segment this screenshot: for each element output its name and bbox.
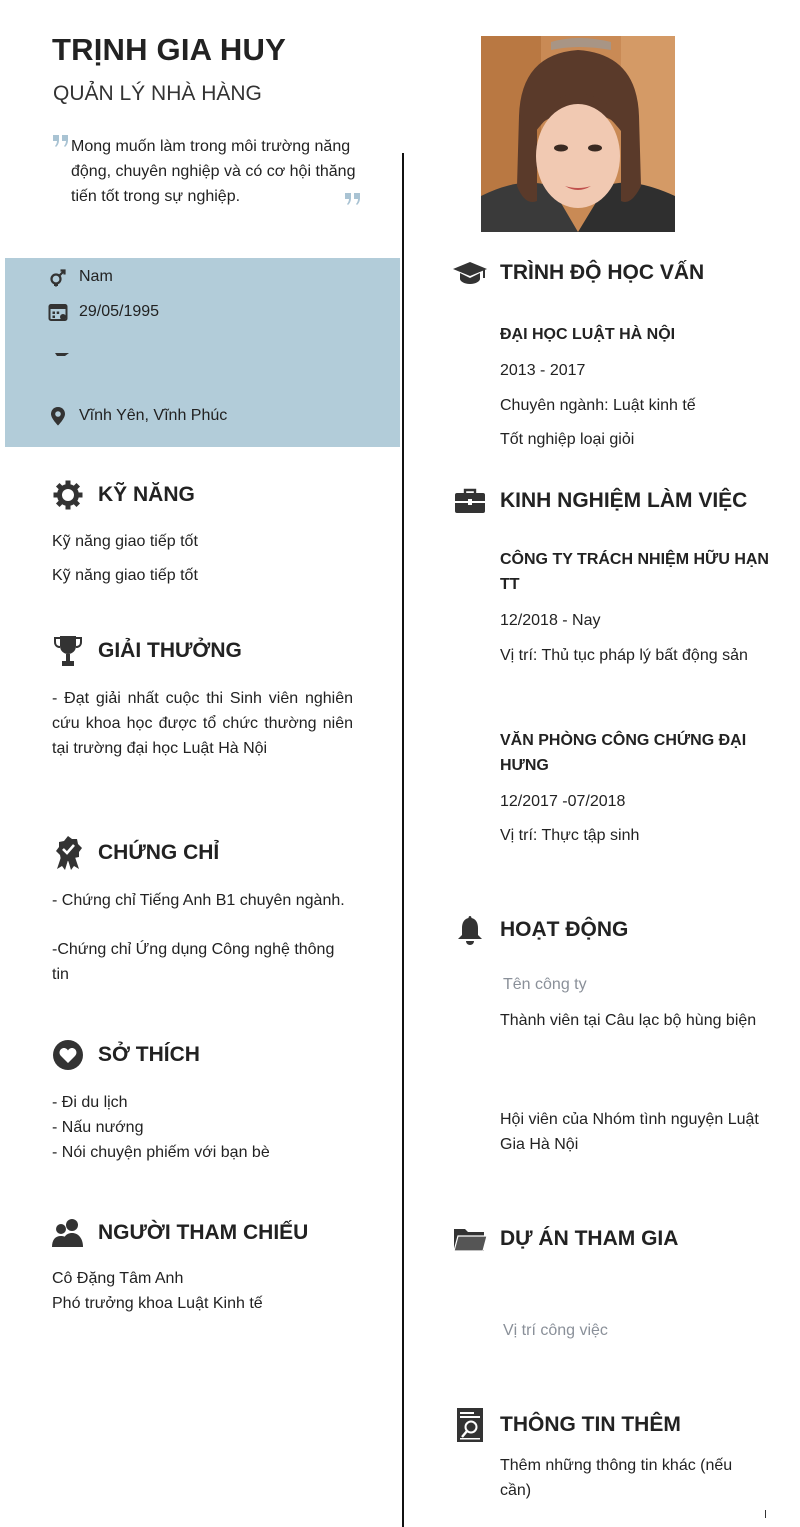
job-period: 12/2018 - Nay xyxy=(500,612,601,629)
column-divider xyxy=(402,153,404,1527)
activities-company-placeholder: Tên công ty xyxy=(503,976,587,993)
profile-photo xyxy=(481,36,675,232)
hobby-item: - Đi du lịch xyxy=(52,1094,128,1111)
briefcase-icon xyxy=(454,487,486,515)
hobby-item: - Nói chuyện phiếm với bạn bè xyxy=(52,1144,270,1161)
activities-title: HOẠT ĐỘNG xyxy=(500,918,629,941)
additional-heading xyxy=(452,1408,681,1442)
gear-icon xyxy=(52,479,84,511)
certificate-badge-icon xyxy=(52,835,84,871)
career-objective: Mong muốn làm trong môi trường năng động, chuyên nghiệp và có cơ hội thăng tiến tốt trong sự nghiệp. xyxy=(71,138,356,205)
job-title: QUẢN LÝ NHÀ HÀNG xyxy=(53,82,262,105)
job-position: Vị trí: Thực tập sinh xyxy=(500,827,640,844)
location-pin-icon xyxy=(48,406,68,426)
projects-title: DỰ ÁN THAM GIA xyxy=(500,1227,679,1250)
projects-heading xyxy=(452,1222,678,1256)
gender-value: Nam xyxy=(79,268,113,285)
document-search-icon xyxy=(456,1407,484,1443)
additional-text: Thêm những thông tin khác (nếu cần) xyxy=(500,1457,733,1499)
skill-item: Kỹ năng giao tiếp tốt xyxy=(52,567,198,584)
awards-text: - Đạt giải nhất cuộc thi Sinh viên nghiên cứu khoa học được tổ chức thường niên tại trường đại học Luật Hà Nội xyxy=(52,690,353,757)
education-heading xyxy=(452,256,704,290)
calendar-icon xyxy=(48,302,68,322)
gender-row xyxy=(48,267,113,287)
certificate-item: - Chứng chỉ Tiếng Anh B1 chuyên ngành. xyxy=(52,892,345,909)
activity-item: Thành viên tại Câu lạc bộ hùng biện xyxy=(500,1012,757,1029)
edge-marker xyxy=(765,1510,766,1518)
certificate-item: -Chứng chỉ Ứng dụng Công nghệ thông tin xyxy=(52,941,335,983)
activities-heading xyxy=(452,913,628,947)
dob-row xyxy=(48,302,159,322)
education-title: TRÌNH ĐỘ HỌC VẤN xyxy=(500,261,705,284)
job-position: Vị trí: Thủ tục pháp lý bất động sản xyxy=(500,647,748,664)
additional-title: THÔNG TIN THÊM xyxy=(500,1413,681,1436)
trophy-icon xyxy=(52,634,84,668)
experience-heading xyxy=(452,484,747,518)
references-heading xyxy=(50,1216,308,1250)
candidate-name: TRỊNH GIA HUY xyxy=(52,32,286,67)
projects-position-placeholder: Vị trí công việc xyxy=(503,1322,608,1339)
graduation-cap-icon xyxy=(452,260,488,286)
education-grade: Tốt nghiệp loại giỏi xyxy=(500,431,635,448)
job-period: 12/2017 -07/2018 xyxy=(500,793,626,810)
skills-title: KỸ NĂNG xyxy=(98,483,195,506)
certificates-title: CHỨNG CHỈ xyxy=(98,841,220,864)
quote-close-icon xyxy=(344,192,362,206)
address-value: Vĩnh Yên, Vĩnh Phúc xyxy=(79,407,228,424)
dob-value: 29/05/1995 xyxy=(79,303,160,320)
folder-icon xyxy=(452,1225,488,1253)
awards-heading xyxy=(50,634,242,668)
awards-title: GIẢI THƯỞNG xyxy=(98,639,242,662)
hobbies-heading xyxy=(50,1038,200,1072)
references-title: NGƯỜI THAM CHIẾU xyxy=(98,1221,309,1244)
skill-item: Kỹ năng giao tiếp tốt xyxy=(52,533,198,550)
gender-icon xyxy=(48,267,68,287)
activity-item: Hội viên của Nhóm tình nguyện Luật Gia Hà Nội xyxy=(500,1111,759,1153)
education-major: Chuyên ngành: Luật kinh tế xyxy=(500,397,696,414)
hobbies-title: SỞ THÍCH xyxy=(98,1043,200,1066)
reference-position: Phó trưởng khoa Luật Kinh tế xyxy=(52,1295,263,1312)
hobby-item: - Nấu nướng xyxy=(52,1119,144,1136)
bell-icon xyxy=(455,914,485,946)
address-row xyxy=(48,406,227,426)
people-icon xyxy=(50,1217,86,1249)
reference-name: Cô Đặng Tâm Anh xyxy=(52,1270,184,1287)
company-name: CÔNG TY TRÁCH NHIỆM HỮU HẠN TT xyxy=(500,551,769,593)
company-name: VĂN PHÒNG CÔNG CHỨNG ĐẠI HƯNG xyxy=(500,732,747,774)
dash-icon xyxy=(55,351,69,357)
heart-icon xyxy=(52,1039,84,1071)
skills-heading xyxy=(50,478,195,512)
quote-open-icon xyxy=(52,134,70,148)
education-period: 2013 - 2017 xyxy=(500,362,586,379)
experience-title: KINH NGHIỆM LÀM VIỆC xyxy=(500,489,748,512)
certificates-heading xyxy=(50,836,219,870)
school-name: ĐẠI HỌC LUẬT HÀ NỘI xyxy=(500,326,676,343)
